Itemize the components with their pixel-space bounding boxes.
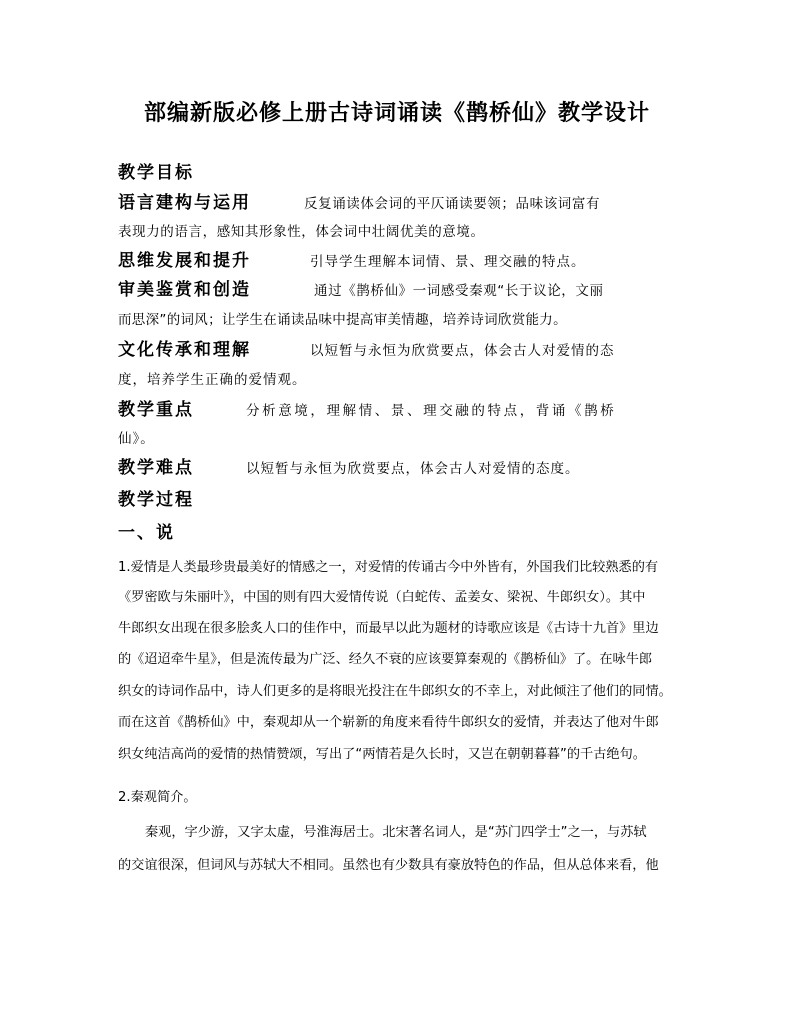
- paragraph-line: 牛郎织女出现在很多脍炙人口的佳作中，而最早以此为题材的诗歌应该是《古诗十九首》里边: [118, 621, 659, 636]
- objectives-heading: 教学目标: [118, 163, 194, 183]
- paragraph-title: 2.秦观简介。: [118, 790, 197, 805]
- objective-text-continued: 而思深”的词风；让学生在诵读品味中提高审美情趣，培养诗词欣赏能力。: [118, 312, 567, 328]
- paragraph-line: 织女的诗词作品中，诗人们更多的是将眼光投注在牛郎织女的不幸上，对此倾注了他们的同情。: [118, 684, 672, 699]
- objective-text: 反复诵读体会词的平仄诵读要领；品味该词富有: [304, 196, 601, 212]
- paragraph-line: 的交谊很深，但词风与苏轼大不相同。虽然也有少数具有豪放特色的作品，但从总体来看，他: [118, 858, 659, 873]
- objective-label: 思维发展和提升: [118, 251, 251, 271]
- objective-row: [118, 335, 688, 360]
- objective-text: 引导学生理解本词情、景、理交融的特点。: [310, 254, 586, 270]
- objective-row: [118, 188, 688, 213]
- objective-label: 语言建构与运用: [118, 193, 251, 213]
- difficulty-text: 以短暂与永恒为欣赏要点，体会古人对爱情的态度。: [246, 461, 580, 477]
- objective-text-continued: 表现力的语言，感知其形象性，体会词中壮阔优美的意境。: [118, 224, 485, 240]
- objective-text: 以短暂与永恒为欣赏要点，体会古人对爱情的态: [310, 343, 615, 359]
- key-point-label: 教学重点: [118, 400, 194, 420]
- objective-text: 通过《鹊桥仙》一词感受秦观“长于议论，文丽: [314, 283, 604, 299]
- difficulty-row: [118, 453, 688, 478]
- objective-row: [118, 275, 688, 300]
- paragraph-line: 的《迢迢牵牛星》，但是流传最为广泛、经久不衰的应该要算秦观的《鹊桥仙》了。在咏牛郎: [118, 652, 653, 667]
- document-title: 部编新版必修上册古诗词诵读《鹊桥仙》教学设计: [143, 100, 650, 126]
- difficulty-label: 教学难点: [118, 458, 194, 478]
- process-heading: 教学过程: [118, 490, 194, 510]
- objective-label: 审美鉴赏和创造: [118, 280, 251, 300]
- objective-row: [118, 246, 688, 271]
- key-point-text-continued: 仙》。: [118, 431, 155, 447]
- objective-text-continued: 度，培养学生正确的爱情观。: [118, 372, 307, 388]
- paragraph-line: 1.爱情是人类最珍贵最美好的情感之一，对爱情的传诵古今中外皆有，外国我们比较熟悉的有: [118, 560, 659, 575]
- section-heading: 一、说: [118, 523, 175, 543]
- paragraph-line: 织女纯洁高尚的爱情的热情赞颂，写出了“两情若是久长时，又岂在朝朝暮暮”的千古绝句。: [118, 747, 646, 762]
- key-point-row: [118, 395, 688, 420]
- key-point-text: 分析意境，理解情、景、理交融的特点，背诵《鹊桥: [246, 403, 617, 419]
- paragraph-line: 秦观，字少游，又字太虚，号淮海居士。北宋著名词人，是“苏门四学士”之一，与苏轼: [145, 825, 647, 840]
- objective-label: 文化传承和理解: [118, 340, 251, 360]
- paragraph-line: 而在这首《鹊桥仙》中，秦观却从一个崭新的角度来看待牛郎织女的爱情，并表达了他对牛郎: [118, 715, 659, 730]
- paragraph-line: 《罗密欧与朱丽叶》，中国的则有四大爱情传说（白蛇传、孟姜女、梁祝、牛郎织女）。其中: [118, 590, 646, 605]
